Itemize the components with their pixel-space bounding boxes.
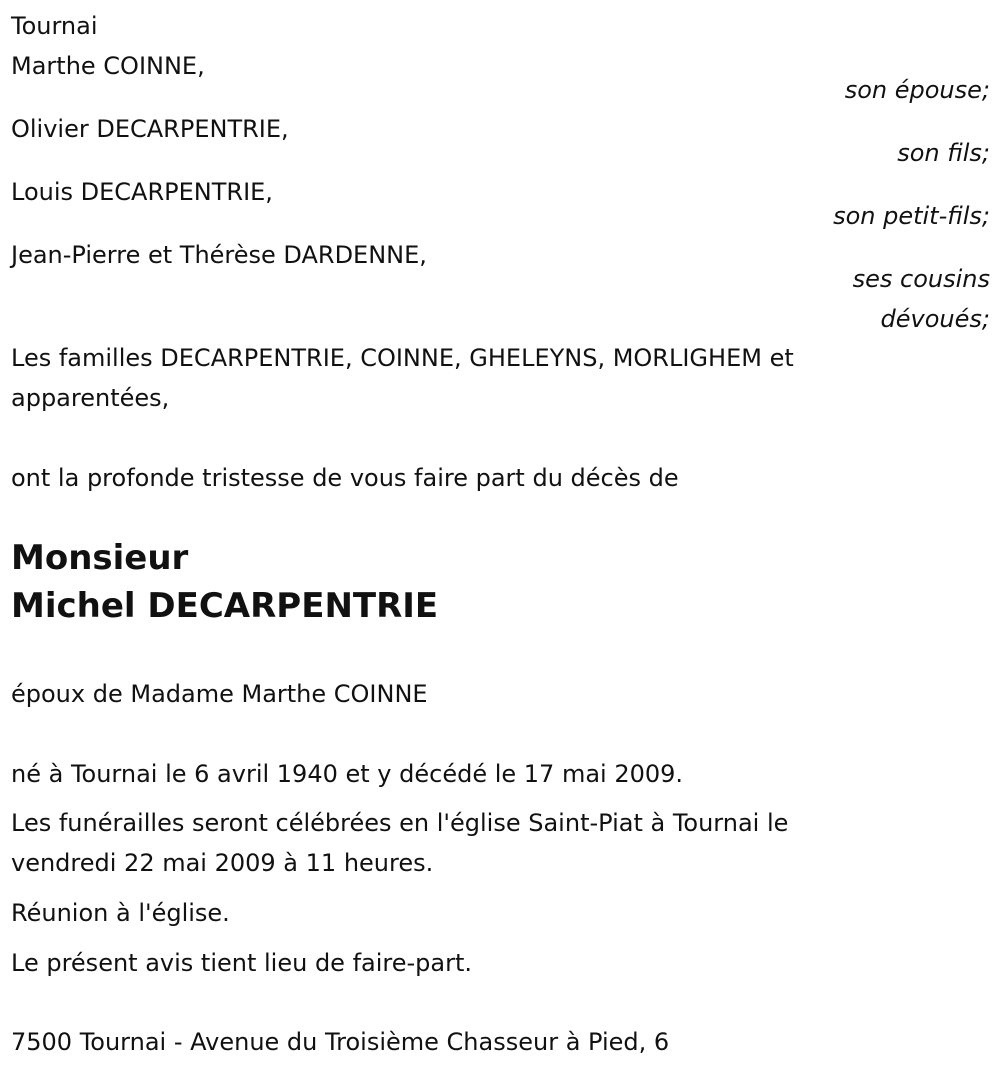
mourner-relation-continued: dévoués; (880, 305, 990, 333)
birth-death: né à Tournai le 6 avril 1940 et y décédé le 17 mai 2009. (11, 760, 684, 788)
mourner-name: Jean-Pierre et Thérèse DARDENNE, (11, 241, 427, 269)
meeting-info: Réunion à l'église. (11, 899, 230, 927)
mourner-name: Louis DECARPENTRIE, (11, 178, 273, 206)
funeral-info: Les funérailles seront célébrées en l'église Saint-Piat à Tournai le (11, 809, 789, 837)
families-line: apparentées, (11, 384, 170, 412)
address: 7500 Tournai - Avenue du Troisième Chasseur à Pied, 6 (11, 1028, 670, 1056)
mourner-name: Olivier DECARPENTRIE, (11, 115, 289, 143)
deceased-name: Michel DECARPENTRIE (11, 586, 439, 626)
mourner-relation: son petit-fils; (833, 202, 990, 230)
mourner-relation: son fils; (897, 139, 990, 167)
mourner-relation: ses cousins (852, 265, 990, 293)
city: Tournai (11, 12, 98, 40)
mourner-name: Marthe COINNE, (11, 52, 205, 80)
spouse-line: époux de Madame Marthe COINNE (11, 680, 428, 708)
funeral-info: vendredi 22 mai 2009 à 11 heures. (11, 849, 434, 877)
deceased-title: Monsieur (11, 538, 189, 578)
notice-text: Le présent avis tient lieu de faire-part. (11, 949, 473, 977)
mourner-relation: son épouse; (844, 76, 990, 104)
announcement: ont la profonde tristesse de vous faire part du décès de (11, 464, 679, 492)
families-line: Les familles DECARPENTRIE, COINNE, GHELEYNS, MORLIGHEM et (11, 344, 794, 372)
